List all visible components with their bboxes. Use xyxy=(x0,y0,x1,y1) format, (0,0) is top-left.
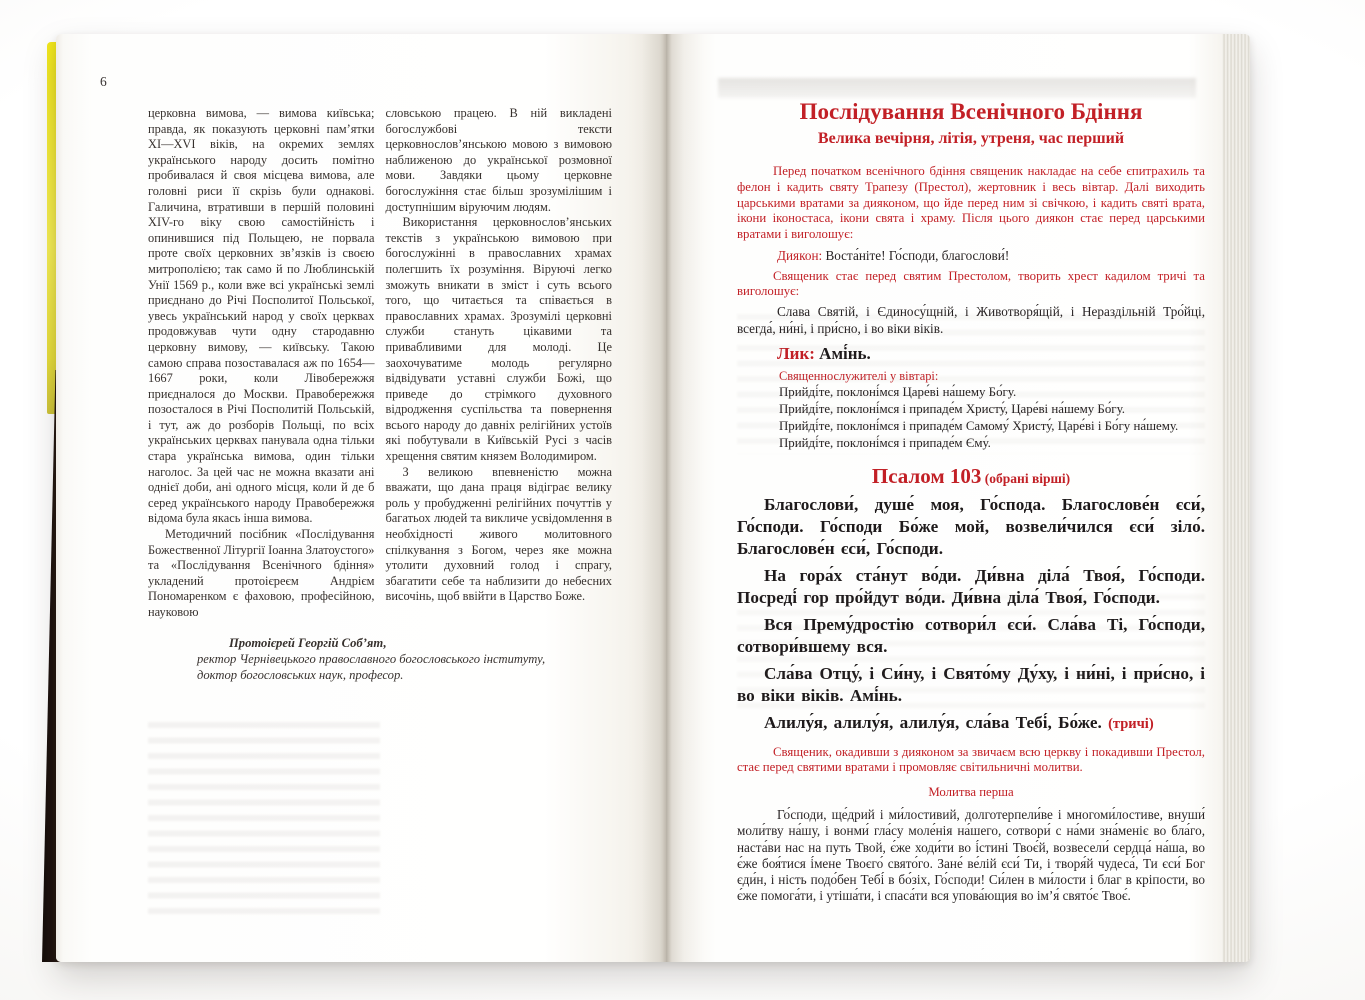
open-book xyxy=(42,34,1250,962)
choir-text: Амі́нь. xyxy=(814,344,871,364)
service-title: Послідування Всенічного Бдіння xyxy=(799,99,1143,124)
alleluia-verse xyxy=(737,712,1205,735)
signature-name: Протоієрей Георгій Соб’ят, xyxy=(229,635,387,650)
rubric-priest: Священик стає перед святим Престолом, творить хрест кадилом тричі та виголошує: xyxy=(737,268,1205,299)
body-paragraph: словською працею. В ній викладені богослужбові тексти церковнослов’янською мовою з вимовою наближеною до української розмовної мови. Завдяки цьому церковне богослужіння стає більш зрозумілішим і доступнішим віруючим людям. xyxy=(385,106,612,214)
deacon-text: Воста́ніте! Го́споди, благослови́! xyxy=(822,247,1010,263)
come-let-us-worship-line: Прийді́те, поклоні́мся і припаде́м Самому́ Христу́, Царе́ві і Бо́гу на́шему. xyxy=(779,418,1179,433)
psalm-verse: Вся Прему́дростію сотвори́л єси́. Сла́ва Ті, Го́споди, сотвори́вшему вся. xyxy=(737,614,1205,656)
right-page xyxy=(666,34,1222,962)
body-paragraph: Використання церковнослов’янських текстів з українською вимовою при богослужінні в православних храмах полегшить їх розуміння. Віруючі легко зможуть вникати в зміст і суть всього того, що читається та співається в православних храмах. Зрозумілі церковні служби стануть цікавими та привабливими для молоді. Це заохочуватиме молодь регулярно відвідувати уставні служби Божі, що приведе до стрімкого духовного відродження суспільства та повернення всього народу до давніх релігійних устоїв які побутували в Київській Русі з часів хрещення святим князем Володимиром. xyxy=(385,215,612,464)
psalm-verse: На гора́х ста́нут во́ди. Ди́вна діла́ Твоя́, Го́споди. Посреді́ гор про́йдут во́ди. Ди́вна діла́ Твоя́, Го́споди. xyxy=(737,565,1205,607)
left-page-columns xyxy=(148,106,612,621)
prayer-text: Го́споди, ще́дрий і ми́лостивий, долготерпели́ве і многоми́лостиве, внуши́ моли́тву на́шу, і вонми́ гла́су моле́нія на́шего, сотвори́ с на́ми зна́меніє во бла́го, наста́ви нас на путь Твой, є́же ходи́ти во і́стині Твоє́й, возвесели́ сердца́ на́ша, во є́же боя́тися і́мене Твоєго́ свято́го. Зане́ ве́лій єси́ Ти, і творя́й чудеса́, Ти єси́ Бог єди́н, і ність подо́бен Тебі́ в бо́зіх, Го́споди! Си́лен в ми́лости і благ в кріпости, во є́же помога́ти, і утіша́ти, і спаса́ти вся упова́ющия во ім’я́ свято́є Твоє́. xyxy=(737,807,1205,904)
psalm-note: (обрані вірші) xyxy=(981,470,1071,486)
psalm-heading xyxy=(737,464,1205,489)
psalm-verse: Благослови́, душе́ моя, Го́спода. Благослове́н єси́, Го́споди. Го́споди Бо́же мой, возвели́чился єси́ зіло́. Благослове́н єси́, Го́споди. xyxy=(737,494,1205,558)
deacon-line xyxy=(737,248,1205,265)
signature-degree: доктор богословських наук, професор. xyxy=(197,668,404,682)
come-let-us-worship-line: Прийді́те, поклоні́мся Царе́ві на́шему Бо́гу. xyxy=(779,385,1017,400)
bleedthrough-text-left xyxy=(148,722,380,920)
psalm-verse: Сла́ва Отцу́, і Си́ну, і Свято́му Ду́ху, і ни́ні, і при́сно, і во віки віків. Амі́нь. xyxy=(737,663,1205,705)
service-subtitle: Велика вечірня, літія, утреня, час перший xyxy=(817,130,1125,147)
choir-line xyxy=(777,344,1205,364)
rubric-intro: Перед початком всенічного бдіння священик накладає на себе єпитрахиль та фелон і кадить святу Трапезу (Престол), жертовник і весь вівтар. Далі виходить царськими вратами за дияконом, що йде перед ним зі свічкою, і кадить святі врата, ікони іконостаса, ікони свята і храму. Після цього диякон стає перед царськими вратами і виголошує: xyxy=(737,164,1205,242)
body-paragraph: Методичний посібник «Послідування Божественної Літургії Іоанна Златоустого» та «Послідування Всенічного бдіння» укладений протоієреєм Андрієм Пономаренком є фаховою, професійною, науковою xyxy=(148,527,375,619)
thrice-note: (тричі) xyxy=(1108,715,1154,732)
prayer-heading: Молитва перша xyxy=(928,785,1014,800)
come-let-us-worship-line: Прийді́те, поклоні́мся і припаде́м Христу́, Царе́ві на́шему Бо́гу. xyxy=(779,402,1125,417)
page-number: 6 xyxy=(100,74,107,89)
clergy-note: Священнослужителі у вівтарі: xyxy=(779,369,939,384)
author-signature xyxy=(197,635,615,684)
deacon-label: Диякон: xyxy=(777,247,823,263)
left-column-1 xyxy=(148,106,375,621)
psalm-number: Псалом 103 xyxy=(871,463,982,488)
book-pages xyxy=(56,34,1250,962)
rubric-censing: Священик, окадивши з дияконом за звичаєм всю церкву і покадивши Престол, стає перед святими вратами і промовляє світильничні молитви. xyxy=(737,744,1205,775)
come-let-us-worship-line: Прийді́те, поклоні́мся і припаде́м Єму́. xyxy=(779,435,991,450)
signature-title: ректор Чернівецького православного богословського інституту, xyxy=(197,651,546,666)
choir-label: Лик: xyxy=(777,344,815,364)
alleluia-text: Алилу́я, алилу́я, алилу́я, сла́ва Тебі́, Бо́же. xyxy=(764,712,1109,732)
page-edge-stack xyxy=(1222,34,1250,962)
left-page xyxy=(56,34,666,962)
left-column-2 xyxy=(386,106,613,621)
glory-line: Слава Святій, і Єдиносу́щній, і Животворя́щій, і Нераздільній Тро́йці, всегда́, ни́ні, і при́сно, і во віки віків. xyxy=(737,304,1205,336)
body-paragraph: З великою впевненістю можна вважати, що дана праця відіграє велику роль у пробудженні релігійних почуттів у багатьох людей та викличе усвідомлення в необхідності живого молитовного спілкування з Богом, через яке можна утолити духовний голод і спрагу, збагатити себе та наблизити до небесних височінь, щоб ввійти в Царство Боже. xyxy=(385,464,612,604)
bleedthrough-band xyxy=(718,78,1196,98)
body-paragraph: церковна вимова, — вимова київська; правда, як показують церковні пам’ятки XI—XVI віків, на окремих землях українського народу досить помітно пробивалася й своя місцева вимова, але головні риси її скрізь були однакові. Галичина, втративши в першій половині XIV-го віку свою самостійність і опинившися під Польщею, не порвала проте своїх церковних зв’язків із своєю митрополією; так само й по Люблинській Унії 1569 р., коли вже всі українські землі приєднано до Річі Посполитої Польської, увесь український народ у своїх церквах продовжував чути одну стародавню церковну вимову, — київську. Такою самою справа позоставалася аж по 1654—1667 роки, коли Лівобережжя приєдналося до Москви. Правобережжя позосталося в Річі Посполитій Польській, і тут, аж до розборів Польщі, по всіх українських церквах панувала одна тільки стара українська вимова, один тільки наголос. За цей час не можна вказати ані однієї доби, ані одного місця, коли й де б серед українського народу Правобережжя відома була якась інша вимова. xyxy=(148,106,375,526)
